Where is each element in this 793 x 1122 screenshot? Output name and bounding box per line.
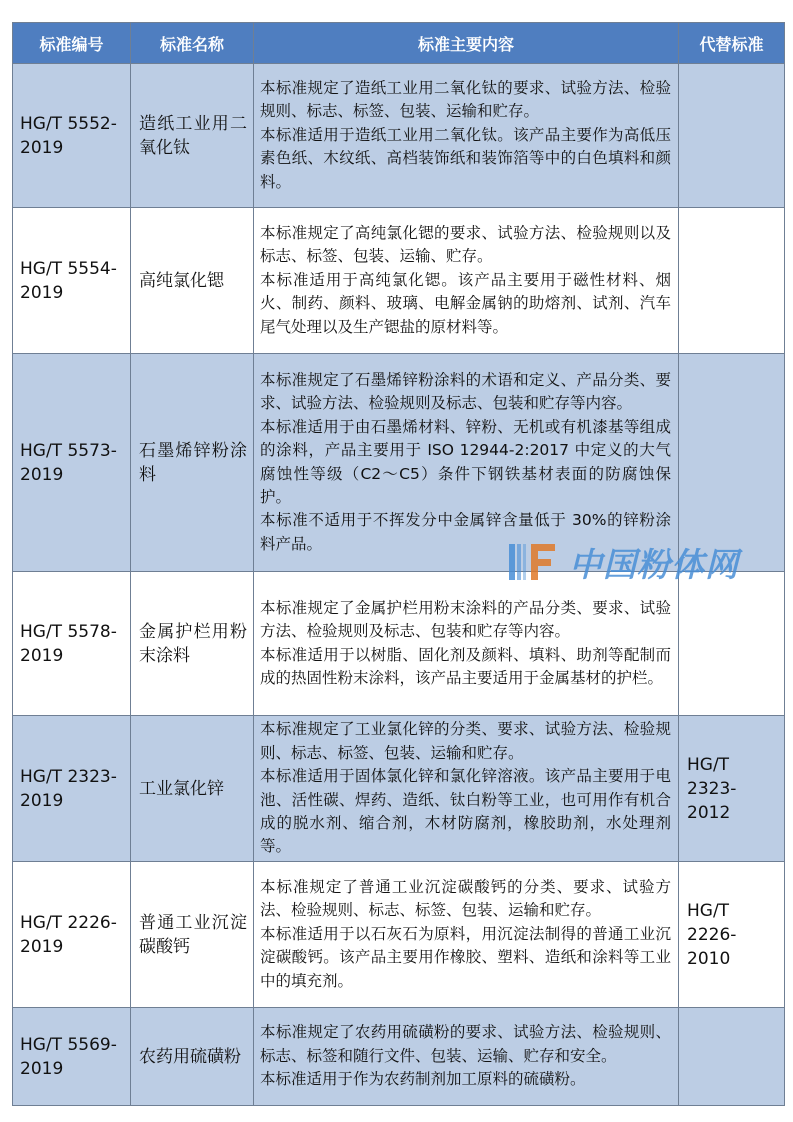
content-paragraph: 本标准规定了金属护栏用粉末涂料的产品分类、要求、试验方法、检验规则及标志、包装和贮存等内容。 (260, 598, 671, 641)
standard-content (254, 862, 679, 1008)
content-paragraph: 本标准规定了农药用硫磺粉的要求、试验方法、检验规则、标志、标签和随行文件、包装、运输、贮存和安全。 (260, 1023, 671, 1065)
standard-content (254, 572, 679, 716)
table-row (13, 572, 785, 716)
table-row (13, 716, 785, 862)
standard-code: HG/T 5578-2019 (13, 572, 131, 716)
standard-name: 工业氯化锌 (131, 716, 254, 862)
content-paragraph: 本标准规定了造纸工业用二氧化钛的要求、试验方法、检验规则、标志、标签、包装、运输和贮存。 (260, 78, 671, 121)
replaced-standard (679, 1008, 785, 1106)
standard-name: 农药用硫磺粉 (131, 1008, 254, 1106)
header-code: 标准编号 (13, 23, 131, 64)
standard-name: 石墨烯锌粉涂料 (131, 354, 254, 572)
table-header-row (13, 23, 785, 64)
replaced-standard: HG/T 2226-2010 (679, 862, 785, 1008)
content-paragraph: 本标准适用于以石灰石为原料，用沉淀法制得的普通工业沉淀碳酸钙。该产品主要用作橡胶、塑料、造纸和涂料等工业中的填充剂。 (260, 924, 671, 990)
standard-name: 高纯氯化锶 (131, 208, 254, 354)
table-row (13, 208, 785, 354)
standard-content (254, 64, 679, 208)
standard-code: HG/T 5569-2019 (13, 1008, 131, 1106)
standard-code: HG/T 2226-2019 (13, 862, 131, 1008)
standard-name: 普通工业沉淀碳酸钙 (131, 862, 254, 1008)
standard-code: HG/T 5554-2019 (13, 208, 131, 354)
content-paragraph: 本标准适用于以树脂、固化剂及颜料、填料、助剂等配制而成的热固性粉末涂料，该产品主要适用于金属基材的护栏。 (260, 645, 671, 687)
standards-table (12, 22, 785, 1106)
content-paragraph: 本标准适用于高纯氯化锶。该产品主要用于磁性材料、烟火、制药、颜料、玻璃、电解金属钠的助熔剂、试剂、汽车尾气处理以及生产锶盐的原材料等。 (260, 270, 671, 336)
header-content: 标准主要内容 (254, 23, 679, 64)
table-row (13, 862, 785, 1008)
standard-code: HG/T 2323-2019 (13, 716, 131, 862)
replaced-standard (679, 64, 785, 208)
content-paragraph: 本标准适用于由石墨烯材料、锌粉、无机或有机漆基等组成的涂料，产品主要用于 ISO 12944-2:2017 中定义的大气腐蚀性等级（C2～C5）条件下钢铁基材表面的防腐蚀保护。 (260, 417, 671, 506)
content-paragraph: 本标准不适用于不挥发分中金属锌含量低于 30%的锌粉涂料产品。 (260, 511, 671, 553)
replaced-standard: HG/T 2323-2012 (679, 716, 785, 862)
content-paragraph: 本标准适用于造纸工业用二氧化钛。该产品主要作为高低压素色纸、木纹纸、高档装饰纸和装饰箔等中的白色填料和颜料。 (260, 125, 671, 191)
content-paragraph: 本标准规定了工业氯化锌的分类、要求、试验方法、检验规则、标志、标签、包装、运输和贮存。 (260, 720, 671, 762)
content-paragraph: 本标准规定了石墨烯锌粉涂料的术语和定义、产品分类、要求、试验方法、检验规则及标志、包装和贮存等内容。 (260, 370, 671, 413)
replaced-standard (679, 354, 785, 572)
content-paragraph: 本标准规定了普通工业沉淀碳酸钙的分类、要求、试验方法、检验规则、标志、标签、包装、运输和贮存。 (260, 877, 671, 920)
standard-code: HG/T 5573-2019 (13, 354, 131, 572)
standard-name: 金属护栏用粉末涂料 (131, 572, 254, 716)
content-paragraph: 本标准适用于固体氯化锌和氯化锌溶液。该产品主要用于电池、活性碳、焊药、造纸、钛白粉等工业，也可用作有机合成的脱水剂、缩合剂，木材防腐剂，橡胶助剂，水处理剂等。 (260, 767, 671, 856)
header-name: 标准名称 (131, 23, 254, 64)
standard-content (254, 354, 679, 572)
standard-content (254, 1008, 679, 1106)
table-row (13, 64, 785, 208)
standard-content (254, 208, 679, 354)
header-replaces: 代替标准 (679, 23, 785, 64)
watermark-text: 中国粉体网 (569, 544, 739, 584)
standard-content (254, 716, 679, 862)
content-paragraph: 本标准适用于作为农药制剂加工原料的硫磺粉。 (260, 1070, 586, 1089)
replaced-standard (679, 208, 785, 354)
standard-name: 造纸工业用二氧化钛 (131, 64, 254, 208)
content-paragraph: 本标准规定了高纯氯化锶的要求、试验方法、检验规则以及标志、标签、包装、运输、贮存。 (260, 223, 671, 266)
replaced-standard (679, 572, 785, 716)
table-row (13, 354, 785, 572)
standard-code: HG/T 5552-2019 (13, 64, 131, 208)
table-row (13, 1008, 785, 1106)
